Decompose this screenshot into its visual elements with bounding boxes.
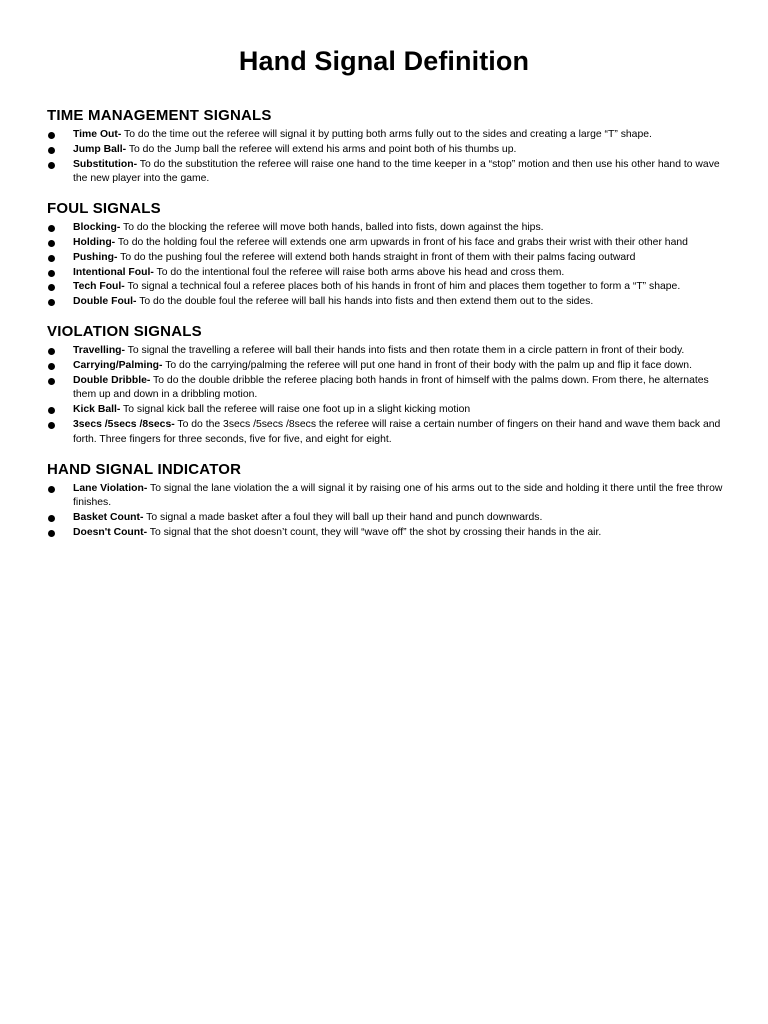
bullet-icon [48, 162, 55, 169]
item-text: To do the time out the referee will signal it by putting both arms fully out to the sides and creating a large “T” shape. [121, 129, 652, 140]
bullet-icon [48, 255, 55, 262]
list-item [47, 482, 727, 512]
document-body [47, 106, 727, 553]
bullet-icon [48, 225, 55, 232]
item-term: Substitution- [73, 158, 138, 170]
list-item [47, 359, 727, 374]
section-heading: VIOLATION SIGNALS [47, 322, 202, 340]
section-hand-signal-indicator [47, 460, 727, 541]
item-text: To signal a made basket after a foul they will ball up their hand and punch downwards. [143, 512, 543, 524]
list-item [47, 280, 727, 295]
item-term: Basket Count- [73, 512, 144, 524]
item-term: Intentional Foul- [73, 266, 154, 278]
bullet-icon [48, 486, 55, 493]
item-term: Lane Violation- [73, 482, 148, 494]
section-heading: FOUL SIGNALS [47, 200, 161, 218]
item-text: To do the blocking the referee will move both hands, balled into fists, down against the hips. [120, 222, 544, 234]
item-term: Time Out- [73, 129, 122, 140]
list-item [47, 418, 727, 448]
item-text: To signal the lane violation the a will signal it by raising one of his arms out to the side and holding it there until the free throw finishes. [73, 482, 723, 509]
bullet-icon [48, 378, 55, 385]
item-text: To do the holding foul the referee will extends one arm upwards in front of his face and grabs their wrist with their other hand [115, 236, 688, 248]
item-term: Carrying/Palming- [73, 359, 163, 371]
item-term: Pushing- [73, 251, 118, 263]
list-item [47, 158, 727, 188]
item-text: To do the substitution the referee will raise one hand to the time keeper in a “stop” motion and then use his other hand to wave the new player into the game. [73, 158, 720, 185]
bullet-list [47, 344, 727, 448]
item-term: Double Dribble- [73, 374, 151, 386]
item-term: Doesn't Count- [73, 526, 148, 538]
bullet-icon [48, 407, 55, 414]
bullet-list [47, 128, 727, 187]
list-item [47, 143, 727, 158]
list-item [47, 374, 727, 404]
item-term: 3secs /5secs /8secs- [73, 418, 175, 430]
list-item [47, 526, 727, 541]
list-item [47, 344, 727, 359]
bullet-icon [48, 422, 55, 429]
item-text: To signal a technical foul a referee places both of his hands in front of him and places them together to form a “T” shape. [124, 281, 681, 293]
item-text: To do the pushing foul the referee will extend both hands straight in front of them with their palms facing outward [117, 251, 636, 263]
item-text: To do the carrying/palming the referee will put one hand in front of their body with the palm up and flip it face down. [162, 359, 692, 371]
item-text: To do the double foul the referee will ball his hands into fists and then extend them out to the sides. [136, 296, 594, 308]
item-term: Travelling- [73, 344, 125, 356]
list-item [47, 266, 727, 281]
item-term: Double Foul- [73, 296, 137, 308]
item-text: To signal kick ball the referee will raise one foot up in a slight kicking motion [120, 404, 471, 416]
list-item [47, 221, 727, 236]
bullet-icon [48, 284, 55, 291]
bullet-icon [48, 515, 55, 522]
bullet-icon [48, 240, 55, 247]
bullet-icon [48, 270, 55, 277]
item-term: Jump Ball- [73, 143, 127, 155]
list-item [47, 236, 727, 251]
item-text: To do the double dribble the referee placing both hands in front of himself with the palms down. From there, he alternates them up and down in a dribbling motion. [73, 374, 709, 401]
bullet-icon [48, 299, 55, 306]
bullet-list [47, 482, 727, 541]
section-heading: TIME MANAGEMENT SIGNALS [47, 107, 272, 124]
item-text: To signal the travelling a referee will ball their hands into fists and then rotate them in a circle pattern in front of their body. [124, 344, 685, 356]
bullet-list [47, 221, 727, 310]
list-item [47, 511, 727, 526]
bullet-icon [48, 363, 55, 370]
bullet-icon [48, 147, 55, 154]
item-text: To signal that the shot doesn’t count, they will “wave off” the shot by crossing their hands in the air. [147, 526, 602, 538]
list-item [47, 128, 727, 143]
bullet-icon [48, 348, 55, 355]
section-heading: HAND SIGNAL INDICATOR [47, 460, 242, 478]
section-time-management [47, 106, 727, 187]
item-term: Kick Ball- [73, 404, 121, 416]
item-text: To do the 3secs /5secs /8secs the referee will raise a certain number of fingers on their hand and wave them back and forth. Three fingers for three seconds, five for five, and eight for eight. [73, 418, 721, 445]
section-foul-signals [47, 199, 727, 310]
bullet-icon [48, 530, 55, 537]
item-term: Tech Foul- [73, 281, 125, 293]
list-item [47, 251, 727, 266]
item-term: Holding- [73, 236, 116, 248]
list-item [47, 295, 727, 310]
item-term: Blocking- [73, 222, 121, 234]
item-text: To do the intentional foul the referee will raise both arms above his head and cross them. [153, 266, 565, 278]
page-title: Hand Signal Definition [238, 46, 530, 76]
item-text: To do the Jump ball the referee will extend his arms and point both of his thumbs up. [126, 143, 517, 155]
bullet-icon [48, 132, 55, 139]
list-item [47, 403, 727, 418]
section-violation-signals [47, 322, 727, 448]
